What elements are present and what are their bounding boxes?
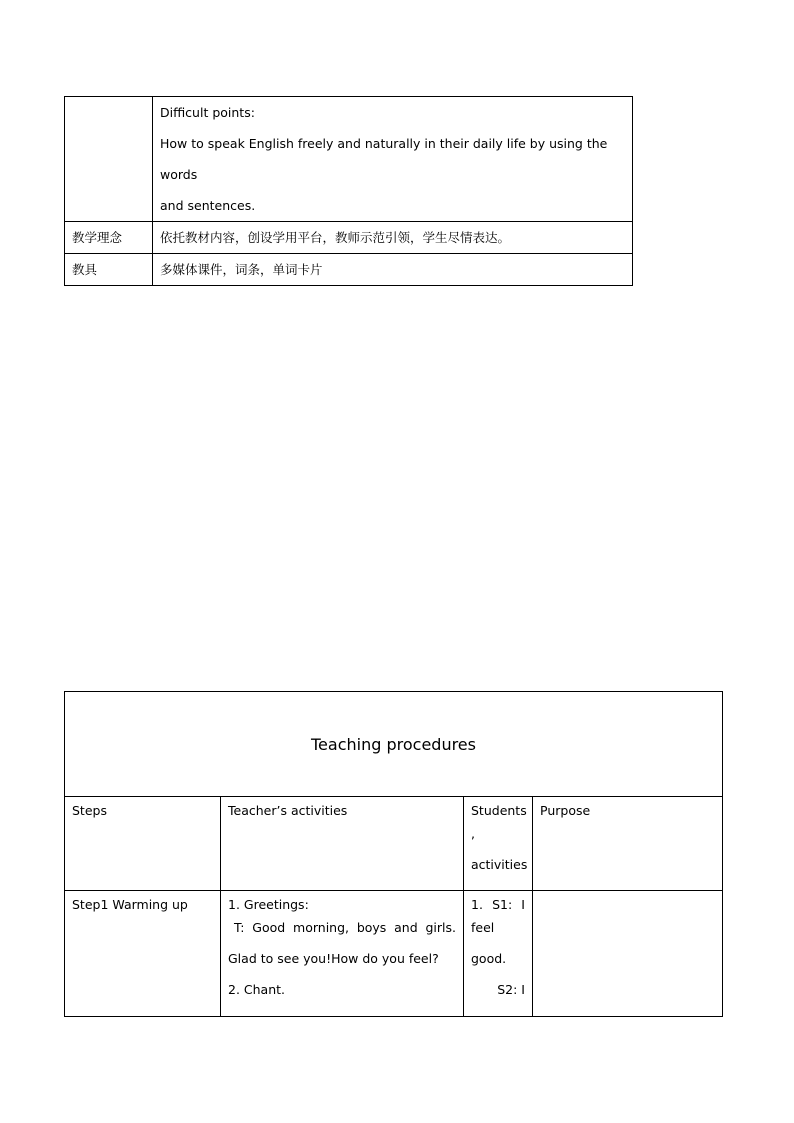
difficult-points-cell	[153, 97, 633, 222]
table-title: Teaching procedures	[65, 692, 723, 797]
student-line: 1. S1: I	[471, 897, 525, 912]
header-purpose: Purpose	[533, 797, 723, 891]
difficult-points-text-2: and sentences.	[160, 198, 256, 213]
teacher-line: 1. Greetings:	[228, 897, 309, 912]
difficult-points-label: Difficult points:	[160, 105, 255, 120]
philosophy-label: 教学理念	[65, 222, 153, 254]
difficult-points-text-1: How to speak English freely and naturally in their daily life by using the words	[160, 136, 608, 182]
aids-value: 多媒体课件，词条，单词卡片	[153, 254, 633, 286]
header-teacher-activities: Teacher’s activities	[221, 797, 464, 891]
step1-name: Step1 Warming up	[65, 891, 221, 1017]
philosophy-value: 依托教材内容，创设学用平台，教师示范引领，学生尽情表达。	[153, 222, 633, 254]
student-line: feel	[471, 920, 495, 935]
teacher-line: Glad to see you!How do you feel?	[228, 951, 439, 966]
header-students-line-1: Students	[471, 803, 527, 818]
empty-label-cell	[65, 97, 153, 222]
step1-teacher-activities	[221, 891, 464, 1017]
aids-label: 教具	[65, 254, 153, 286]
teaching-procedures-table	[64, 691, 723, 1017]
step1-purpose	[533, 891, 723, 1017]
header-students-activities	[464, 797, 533, 891]
header-students-line-2: ,	[471, 826, 475, 841]
student-line: good.	[471, 951, 507, 966]
step1-student-activities	[464, 891, 533, 1017]
header-steps: Steps	[65, 797, 221, 891]
teacher-line: T: Good morning, boys and girls.	[234, 920, 456, 935]
student-line: S2: I	[497, 982, 525, 997]
teacher-line: 2. Chant.	[228, 982, 286, 997]
lesson-info-table	[64, 96, 633, 286]
header-students-line-3: activities	[471, 857, 528, 872]
